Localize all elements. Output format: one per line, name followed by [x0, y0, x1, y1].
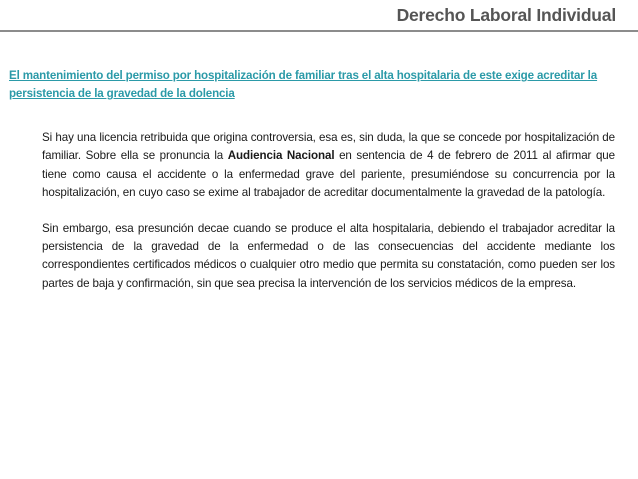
article-body [42, 129, 615, 310]
title-divider [0, 30, 638, 32]
paragraph-1 [42, 129, 615, 203]
paragraph-1-after: en sentencia de 4 de febrero de 2011 al afirmar que tiene como causa el accidente o la enfermedad grave del pariente, presumiéndose su concurrencia por la hospitalización, en cuyo caso se exime al trabajador de acreditar documentalmente la gravedad de la patología. [42, 149, 615, 200]
article-heading-link[interactable]: El mantenimiento del permiso por hospitalización de familiar tras el alta hospitalaria de este exige acreditar la persistencia de la gravedad de la dolencia [9, 69, 598, 100]
paragraph-1-emphasis: Audiencia Nacional [227, 149, 335, 163]
slide-title: Derecho Laboral Individual [396, 5, 616, 25]
paragraph-2: Sin embargo, esa presunción decae cuando se produce el alta hospitalaria, debiendo el trabajador acreditar la persistencia de la gravedad de la enfermedad o de las consecuencias del accidente mediante los correspondientes certificados médicos o cualquier otro medio que permita su constatación, como pueden ser los partes de baja y confirmación, sin que sea precisa la intervención de los servicios médicos de la empresa. [42, 221, 615, 290]
paragraph-1-before: Si hay una licencia retribuida que origina controversia, esa es, sin duda, la que se concede por hospitalización de familiar. Sobre ella se pronuncia la [42, 131, 615, 163]
